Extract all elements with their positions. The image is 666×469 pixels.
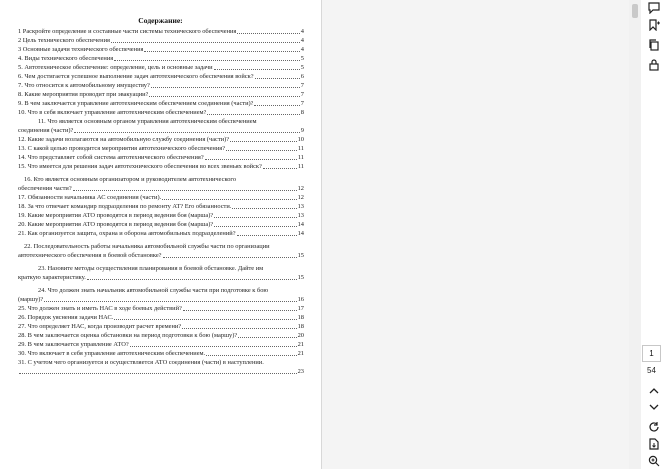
- toc-page-number: 14: [297, 230, 304, 237]
- dot-leader: [130, 346, 297, 347]
- copy-icon[interactable]: [647, 38, 661, 52]
- toc-entry-text: 21. Как организуется защита, охрана и оборона автомобильных подразделений?: [18, 230, 236, 237]
- toc-page-number: 16: [297, 296, 304, 303]
- toc-entry[interactable]: [18, 45, 304, 54]
- toc-title: Содержание:: [138, 16, 183, 25]
- toc-page-number: 7: [300, 100, 304, 107]
- toc-page-number: 4: [300, 28, 304, 35]
- toc-entry-text: 28. В чем заключается оценка обстановки на период подготовки к бою (маршу)?: [18, 332, 238, 339]
- toc-entry[interactable]: [18, 313, 304, 322]
- toc-page-number: 12: [297, 194, 304, 201]
- toc-entry[interactable]: [18, 304, 304, 313]
- toc-entry[interactable]: [18, 264, 304, 282]
- toc-page-number: 11: [297, 163, 304, 170]
- toc-entry-text: 9. В чем заключается управление автотехническим обеспечением соединения (части)?: [18, 100, 254, 107]
- toc-entry[interactable]: [18, 36, 304, 45]
- toc-entry-text: 2 Цель технического обеспечения: [18, 37, 110, 44]
- toc-page-number: 21: [297, 350, 304, 357]
- download-icon[interactable]: [647, 437, 661, 451]
- toc-entry-text: 31. С учетом чего организуется и осуществляется АТО соединения (части) в наступлении.: [18, 359, 264, 366]
- toc-entry-text: 22. Последовательность работы начальника автомобильной службы части по организации: [24, 243, 270, 250]
- toc-page-number: 18: [297, 323, 304, 330]
- toc-entry[interactable]: [18, 162, 304, 171]
- toc-entry[interactable]: [18, 135, 304, 144]
- dot-leader: [74, 132, 299, 133]
- toc-entry-line2: [18, 184, 304, 193]
- dot-leader: [149, 96, 299, 97]
- toc-entry-text: 23. Назовите методы осуществления планирования в боевой обстановке. Дайте им: [38, 265, 264, 272]
- dot-leader: [254, 105, 299, 106]
- toc-entry[interactable]: [18, 54, 304, 63]
- toc-entry[interactable]: [18, 220, 304, 229]
- toc-entry-text: 25. Что должен знать и иметь НАС в ходе боевых действий?: [18, 305, 182, 312]
- toc-entry[interactable]: [18, 117, 304, 135]
- dot-leader: [163, 257, 297, 258]
- toc-entry[interactable]: [18, 144, 304, 153]
- toc-entry[interactable]: [18, 349, 304, 358]
- toc-page-number: 11: [297, 154, 304, 161]
- toc-page-number: 4: [300, 46, 304, 53]
- toc-entry-text-continued: автотехнического обеспечения в боевой обстановке?: [18, 252, 162, 259]
- toc-entry-text: 1 Раскройте определение и составные части системы технического обеспечения: [18, 28, 237, 35]
- toc-entry-line2: [18, 273, 304, 282]
- toc-page-number: 10: [297, 136, 304, 143]
- toc-entry-text: 4. Виды технического обеспечения: [18, 55, 114, 62]
- page-edge-divider: [321, 0, 322, 469]
- toc-entry-line2: [18, 251, 304, 260]
- dot-leader: [144, 51, 299, 52]
- dot-leader: [151, 87, 300, 88]
- toc-entry-text: 12. Какие задачи возлагаются на автомобильную службу соединения (части)?: [18, 136, 230, 143]
- toc-entry-text-continued: обеспечения части?: [18, 185, 72, 192]
- toc-entry-text: 6. Чем достигается успешное выполнение задач автотехнического обеспечения войск?: [18, 73, 254, 80]
- toc-page-number: 8: [300, 109, 304, 116]
- bookmark-add-icon[interactable]: [647, 18, 661, 32]
- toc-page-number: 15: [297, 252, 304, 259]
- toc-entry-text-continued: краткую характеристику.: [18, 274, 86, 281]
- dot-leader: [114, 319, 296, 320]
- toc-entry-line2: [18, 295, 304, 304]
- dot-leader: [19, 373, 297, 374]
- toc-entry-text: 13. С какой целью проводится мероприятия автотехнического обеспечения?: [18, 145, 226, 152]
- dot-leader: [73, 190, 297, 191]
- toc-page-number: 21: [297, 341, 304, 348]
- toc-page-number: 5: [300, 55, 304, 62]
- toc-page-number: 7: [300, 82, 304, 89]
- toc-entry-text: 26. Порядок уяснения задачи НАС.: [18, 314, 114, 321]
- toc-entry[interactable]: [18, 331, 304, 340]
- toc-entry[interactable]: [18, 202, 304, 211]
- dot-leader: [237, 33, 299, 34]
- toc-page-number: 12: [297, 185, 304, 192]
- dot-leader: [232, 208, 296, 209]
- toc-entry-text: 8. Какие мероприятия проводит при эвакуации?: [18, 91, 149, 98]
- document-page: [0, 0, 321, 469]
- dot-leader: [111, 42, 300, 43]
- dot-leader: [205, 159, 297, 160]
- toc-page-number: 13: [297, 203, 304, 210]
- toc-page-number: 7: [300, 91, 304, 98]
- dot-leader: [207, 114, 299, 115]
- toc-entry-text-continued: соединения (части)?: [18, 127, 74, 134]
- lock-icon[interactable]: [647, 58, 661, 72]
- toc-entry-text: 14. Что представляет собой система автотехнического обеспечения?: [18, 154, 204, 161]
- toc-page-number: 17: [297, 305, 304, 312]
- toc-entry[interactable]: [18, 72, 304, 81]
- toc-entry-text: 3 Основные задачи технического обеспечения: [18, 46, 144, 53]
- toc-entry[interactable]: [18, 90, 304, 99]
- current-page-input[interactable]: 1: [642, 345, 661, 362]
- toc-page-number: 5: [300, 64, 304, 71]
- toc-entry[interactable]: [18, 211, 304, 220]
- dot-leader: [214, 226, 296, 227]
- toc-entry-line2: [18, 126, 304, 135]
- toc-entry[interactable]: [18, 322, 304, 331]
- toc-entry-text: 29. В чем заключается управление АТО?: [18, 341, 129, 348]
- toc-entry-text: 10. Что в себя включает управление автотехническим обеспечением?: [18, 109, 207, 116]
- dot-leader: [44, 301, 296, 302]
- toc-entry[interactable]: [18, 175, 304, 193]
- dot-leader: [237, 235, 297, 236]
- toc-entry[interactable]: [18, 27, 304, 36]
- dot-leader: [183, 310, 297, 311]
- dot-leader: [226, 150, 297, 151]
- toc-entry-line2: [18, 367, 304, 376]
- dot-leader: [182, 328, 296, 329]
- scrollbar-thumb[interactable]: [632, 4, 638, 18]
- toc-entry-text: 15. Что имеется для решения задач автотехнического обеспечения во всех звеньях войск?: [18, 163, 262, 170]
- toc-entry-text-continued: (маршу)?: [18, 296, 44, 303]
- toc-entry[interactable]: [18, 108, 304, 117]
- table-of-contents: [18, 27, 304, 376]
- rotate-icon[interactable]: [647, 420, 661, 434]
- dot-leader: [206, 355, 296, 356]
- toc-page-number: 18: [297, 314, 304, 321]
- toc-page-number: 14: [297, 221, 304, 228]
- toc-entry-text: 20. Какие мероприятия АТО проводятся в период ведения боя (марша)?: [18, 221, 214, 228]
- dot-leader: [87, 279, 297, 280]
- toc-entry-text: 27. Что определяет НАС, когда производит расчет времени?: [18, 323, 182, 330]
- toc-entry[interactable]: [18, 229, 304, 238]
- toc-page-number: 6: [300, 73, 304, 80]
- toc-entry-text: 30. Что включает в себя управление автотехническим обеспечением.: [18, 350, 206, 357]
- toc-entry[interactable]: [18, 286, 304, 304]
- toc-page-number: 20: [297, 332, 304, 339]
- toc-entry-text: 11. Что является основным органом управления автотехническим обеспечением: [38, 118, 257, 125]
- toc-entry[interactable]: [18, 99, 304, 108]
- comment-icon[interactable]: [647, 1, 661, 15]
- toc-page-number: 9: [300, 127, 304, 134]
- dot-leader: [230, 141, 297, 142]
- toc-entry[interactable]: [18, 81, 304, 90]
- toc-entry[interactable]: [18, 153, 304, 162]
- toc-entry-text: 19. Какие мероприятия АТО проводятся в период ведения боя (марша)?: [18, 212, 214, 219]
- toc-entry-text: 7. Что относится к автомобильному имуществу?: [18, 82, 150, 89]
- vertical-scrollbar[interactable]: [629, 0, 641, 469]
- zoom-in-icon[interactable]: [647, 454, 661, 468]
- toc-entry-text: 16. Кто является основным организатором и руководителем автотехнического: [24, 176, 237, 183]
- toc-page-number: 4: [300, 37, 304, 44]
- dot-leader: [238, 337, 296, 338]
- chevron-down-icon[interactable]: [647, 400, 661, 414]
- toc-entry-text: 17. Обязанности начальника АС соединения (части).: [18, 194, 162, 201]
- toc-entry[interactable]: [18, 358, 304, 376]
- toc-page-number: 23: [297, 368, 304, 375]
- toc-entry[interactable]: [18, 242, 304, 260]
- toc-entry[interactable]: [18, 63, 304, 72]
- dot-leader: [263, 168, 297, 169]
- toc-entry[interactable]: [18, 193, 304, 202]
- toc-page-number: 13: [297, 212, 304, 219]
- toc-entry-text: 5. Автотехническое обеспечение: определение, цель и основные задачи: [18, 64, 213, 71]
- toc-entry-text: 24. Что должен знать начальник автомобильной службы части при подготовке к бою: [38, 287, 269, 294]
- dot-leader: [214, 217, 296, 218]
- toc-page-number: 15: [297, 274, 304, 281]
- dot-leader: [255, 78, 300, 79]
- toc-entry-text: 18. За что отвечает командир подразделения по ремонту АТ? Его обязанности.: [18, 203, 232, 210]
- dot-leader: [214, 69, 300, 70]
- toc-entry[interactable]: [18, 340, 304, 349]
- toc-page-number: 11: [297, 145, 304, 152]
- dot-leader: [162, 199, 296, 200]
- total-pages: 54: [647, 366, 656, 375]
- dot-leader: [114, 60, 300, 61]
- chevron-up-icon[interactable]: [647, 384, 661, 398]
